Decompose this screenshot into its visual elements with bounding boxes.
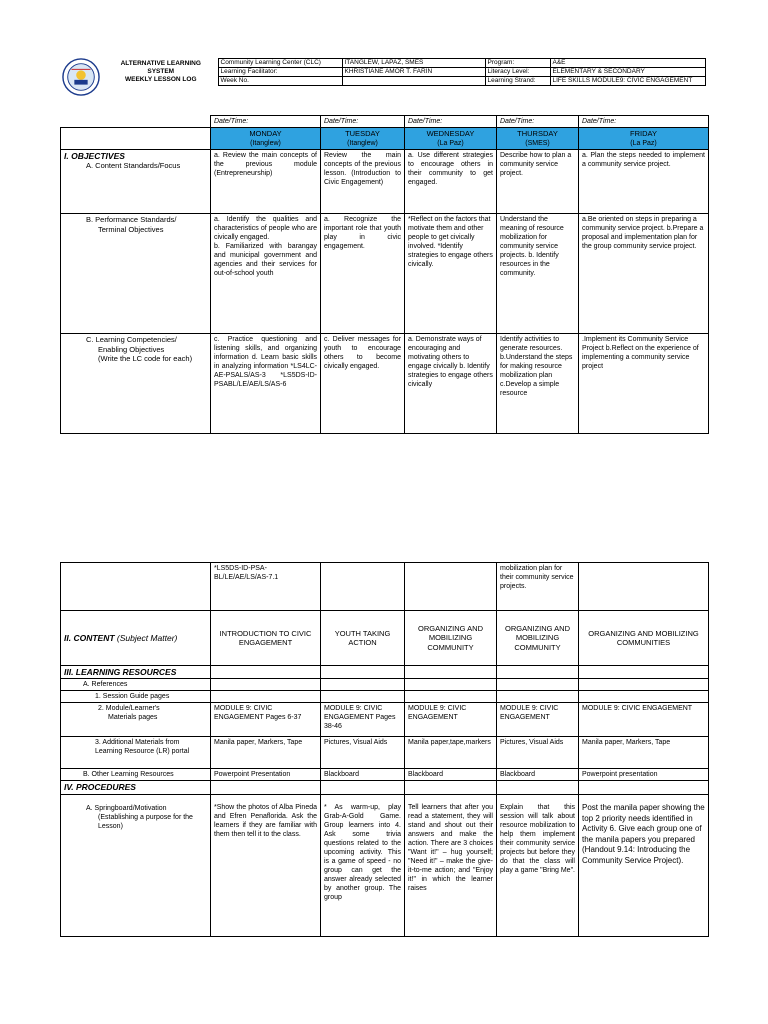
module-label: 2. Module/Learner's Materials pages [61,703,211,737]
springboard-wednesday: Tell learners that after you read a statement, they will stand and shout out their answers and make the action. There are 3 choices "Want it!" – hug yourself; "Need it!" – make the give-it-to-me action; and "Enjoy it!" in which the learner raises [405,795,497,937]
strand-value: LIFE SKILLS MODULE9: CIVIC ENGAGEMENT [550,77,705,86]
content-wednesday: ORGANIZING AND MOBILIZING COMMUNITY [405,611,497,666]
lc-wednesday: a. Demonstrate ways of encouraging and motivating others to engage civically b. Identify strategies to engage others civically [405,334,497,434]
springboard-label: A. Springboard/Motivation (Establishing a purpose for the Lesson) [61,795,211,937]
strand-label: Learning Strand: [485,77,550,86]
additional-thursday: Pictures, Visual Aids [497,737,579,769]
springboard-monday: *Show the photos of Alba Pineda and Efren Penaflorida. Ask the learners if they are familiar with them then tell it to the class. [211,795,321,937]
content-standards-label: I. OBJECTIVES A. Content Standards/Focus [61,150,211,214]
content-friday: ORGANIZING AND MOBILIZING COMMUNITIES [579,611,709,666]
lc-thursday: Identify activities to generate resources. b.Understand the steps for making resource mobilization plan c.Develop a simple resource [497,334,579,434]
module-wednesday: MODULE 9: CIVIC ENGAGEMENT [405,703,497,737]
module-tuesday: MODULE 9: CIVIC ENGAGEMENT Pages 38-46 [321,703,405,737]
content-table [60,562,709,937]
other-resources-label: B. Other Learning Resources [61,769,211,781]
cs-tuesday: Review the main concepts of the previous lesson. (Introduction to Civic Engagement) [321,150,405,214]
other-tuesday: Blackboard [321,769,405,781]
week-label: Week No. [218,77,342,86]
ps-friday: a.Be oriented on steps in preparing a community service project. b.Prepare a proposal and implementation plan for the group community service project. [579,214,709,334]
clc-value: ITANGLEW, LAPAZ, SMES [342,59,485,68]
objectives-table [60,115,709,434]
module-monday: MODULE 9: CIVIC ENGAGEMENT Pages 6-37 [211,703,321,737]
program-label: Program: [485,59,550,68]
datetime-thu: Date/Time: [497,116,579,128]
other-friday: Powerpoint presentation [579,769,709,781]
other-thursday: Blackboard [497,769,579,781]
additional-monday: Manila paper, Markers, Tape [211,737,321,769]
content-thursday: ORGANIZING AND MOBILIZING COMMUNITY [497,611,579,666]
springboard-tuesday: * As warm-up, play Grab-A-Gold Game. Group learners into 4. Ask some trivia questions related to the upcoming activity. This is a game of speed - no group can get the answer already selected by another group. The group [321,795,405,937]
module-friday: MODULE 9: CIVIC ENGAGEMENT [579,703,709,737]
cs-friday: a. Plan the steps needed to implement a community service project. [579,150,709,214]
lc-tuesday: c. Deliver messages for youth to encourage others to become civically engaged. [321,334,405,434]
day-wednesday: WEDNESDAY (La Paz) [405,128,497,150]
header-table [104,58,706,86]
literacy-value: ELEMENTARY & SECONDARY [550,68,705,77]
clc-label: Community Learning Center (CLC) [218,59,342,68]
week-value [342,77,485,86]
lc-monday: c. Practice questioning and listening skills, and organizing information d. Learn basic skills in analyzing information *LS4LC-AE-PSALS/AS-3 *LS5DS-ID-PSABL/LE/AE/LS/AS-6 [211,334,321,434]
learning-competencies-label: C. Learning Competencies/ Enabling Objectives (Write the LC code for each) [61,334,211,434]
additional-tuesday: Pictures, Visual Aids [321,737,405,769]
continued-monday: *LS5DS-ID-PSA-BL/LE/AE/LS/AS-7.1 [211,563,321,611]
performance-standards-label: B. Performance Standards/ Terminal Objectives [61,214,211,334]
ps-monday: a. Identify the qualities and characteristics of people who are civically engaged. b. Familiarized with barangay and municipal government and agencies and their services for out-of-school youth [211,214,321,334]
content-monday: INTRODUCTION TO CIVIC ENGAGEMENT [211,611,321,666]
datetime-fri: Date/Time: [579,116,709,128]
additional-wednesday: Manila paper,tape,markers [405,737,497,769]
day-tuesday: TUESDAY (Itanglew) [321,128,405,150]
datetime-tue: Date/Time: [321,116,405,128]
content-label: II. CONTENT (Subject Matter) [61,611,211,666]
facilitator-value: KHRISTIANE AMOR T. FARIN [342,68,485,77]
continued-thursday: mobilization plan for their community service projects. [497,563,579,611]
springboard-thursday: Explain that this session will talk about resource mobilization to help them implement their community service projects but before they do that the class will play a game "Bring Me". [497,795,579,937]
content-tuesday: YOUTH TAKING ACTION [321,611,405,666]
additional-friday: Manila paper, Markers, Tape [579,737,709,769]
org-title: ALTERNATIVE LEARNING SYSTEM WEEKLY LESSON LOG [120,59,201,83]
cs-thursday: Describe how to plan a community service project. [497,150,579,214]
other-monday: Powerpoint Presentation [211,769,321,781]
procedures-title: IV. PROCEDURES [61,781,211,795]
ps-thursday: Understand the meaning of resource mobilization for community service projects. b. Identify resources in the community. [497,214,579,334]
resources-title: III. LEARNING RESOURCES [61,666,211,679]
program-value: A&E [550,59,705,68]
datetime-wed: Date/Time: [405,116,497,128]
day-monday: MONDAY (Itanglew) [211,128,321,150]
cs-wednesday: a. Use different strategies to encourage others in their community to get engaged. [405,150,497,214]
literacy-label: Literacy Level: [485,68,550,77]
session-guide-label: 1. Session Guide pages [61,691,211,703]
module-thursday: MODULE 9: CIVIC ENGAGEMENT [497,703,579,737]
additional-materials-label: 3. Additional Materials from Learning Resource (LR) portal [61,737,211,769]
springboard-friday: Post the manila paper showing the top 2 priority needs identified in Activity 6. Give each group one of the manila papers you prepared (Handout 9.14: Introducing the Community Service Project). [579,795,709,937]
cs-monday: a. Review the main concepts of the previous module (Entrepreneurship) [211,150,321,214]
lc-friday: .Implement its Community Service Project b.Reflect on the experience of implementing a community service project [579,334,709,434]
deped-seal-logo [62,58,100,96]
references-label: A. References [61,679,211,691]
datetime-mon: Date/Time: [211,116,321,128]
ps-wednesday: *Reflect on the factors that motivate them and other people to get civically involved. *Identify strategies to engage others civically. [405,214,497,334]
other-wednesday: Blackboard [405,769,497,781]
facilitator-label: Learning Facilitator: [218,68,342,77]
day-friday: FRIDAY (La Paz) [579,128,709,150]
day-thursday: THURSDAY (SMES) [497,128,579,150]
ps-tuesday: a. Recognize the important role that youth play in civic engagement. [321,214,405,334]
